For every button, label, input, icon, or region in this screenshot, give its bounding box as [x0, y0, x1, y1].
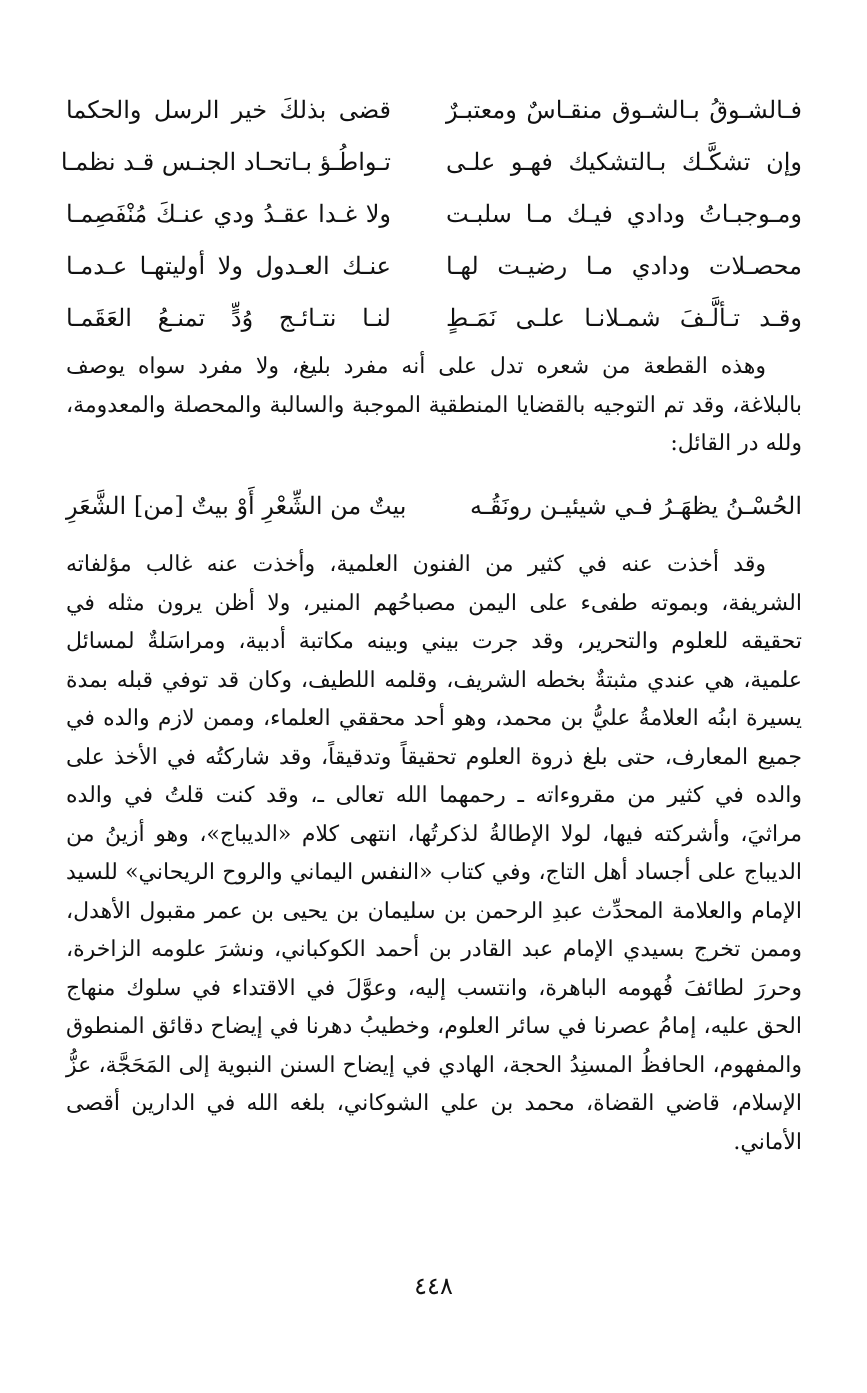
verse-second-hemistich: تـواطُـؤ بـاتحـاد الجنـس قـد نظمـا: [60, 148, 391, 176]
verse-first-hemistich: محصـلات ودادي مـا رضيـت لهـا: [446, 252, 802, 280]
commentary-paragraph-text: وهذه القطعة من شعره تدل على أنه مفرد بليغ، ولا مفرد سواه يوصف بالبلاغة، وقد تم التوجيه بالقضايا المنطقية الموجبة والسالبة والمحصلة والمعدومة، ولله در القائل:: [66, 354, 802, 456]
verse-first-hemistich: وإن تشكَّـك بـالتشكيك فهـو علـى: [446, 148, 802, 176]
biography-paragraph: [66, 546, 802, 1162]
verse-line: [66, 196, 802, 248]
verse-second-hemistich: ولا غـدا عقـدُ ودي عنـكَ مُنْفَصِمـا: [66, 200, 391, 228]
verse-second-hemistich: لنـا نتـائـج وُدٍّ تمنـعُ العَقَمـا: [66, 304, 391, 332]
verse-second-hemistich: قضى بذلكَ خير الرسل والحكما: [66, 96, 391, 124]
verse-first-hemistich: وقـد تـألَّـفَ شمـلانـا علـى نَمَـطٍ: [446, 304, 802, 332]
commentary-paragraph: [66, 348, 802, 464]
verse-line: [66, 92, 802, 144]
verse-second-hemistich: عنـك العـدول ولا أوليتهـا عـدمـا: [66, 252, 391, 280]
page-number: ٤٤٨: [414, 1272, 453, 1300]
verse-line: [66, 300, 802, 352]
verse-first-hemistich: ومـوجبـاتُ ودادي فيـك مـا سلبـت: [446, 200, 802, 228]
quoted-verse-first-hemistich: الحُسْـنُ يظهَـرُ فـي شيئيـن رونَقُـه: [470, 492, 802, 520]
quoted-verse-second-hemistich: بيتٌ من الشِّعْرِ أَوْ بيتٌ [من] الشَّعَرِ: [66, 492, 407, 520]
verse-line: [66, 248, 802, 300]
verse-line: [60, 144, 802, 196]
biography-paragraph-text: وقد أخذت عنه في كثير من الفنون العلمية، وأخذت عنه غالب مؤلفاته الشريفة، وبموته طفىء على اليمن مصباحُهم المنير، ولا أظن يرون مثله في تحقيقه للعلوم والتحرير، وقد جرت بيني وبينه مكاتبة أدبية، ومراسَلةٌ لمسائل علمية، هي عندي مثبتةٌ بخطه الشريف، وقلمه اللطيف، وكان قد توفي قبله بمدة يسيرة ابنُه العلامةُ عليُّ بن محمد، وهو أحد محققي العلماء، وممن لازم والده في جميع المعارف، حتى بلغ ذروة العلوم تحقيقاً وتدقيقاً، وقد شاركتُه في الأخذ على والده في كثير من مقروءاته ـ رحمهما الله تعالى ـ، وقد كنت قلتُ في والده مراثيَ، وأشركته فيها، لولا الإطالةُ لذكرتُها، انتهى كلام «الديباج»، وهو أزينُ من الديباج على أجساد أهل التاج، وفي كتاب «النفس اليماني والروح الريحاني» للسيد الإمام والعلامة المحدِّث عبدِ الرحمن بن سليمان بن يحيى بن عمر مقبول الأهدل، وممن تخرج بسيدي الإمام عبد القادر بن أحمد الكوكباني، ونشرَ علومه الزاخرة، وحررَ لطائفَ فُهومه الباهرة، وانتسب إليه، وعوَّلَ في الاقتداء في سلوك منهاج الحق عليه، إمامُ عصرنا في سائر العلوم، وخطيبُ دهرنا في إيضاح دقائق المنطوق والمفهوم، الحافظُ المسنِدُ الحجة، الهادي في إيضاح السنن النبوية إلى المَحَجَّة، عزُّ الإسلام، قاضي القضاة، محمد بن علي الشوكاني، بلغه الله في الدارين أقصى الأماني.: [66, 552, 802, 1155]
verse-first-hemistich: فـالشـوقُ بـالشـوق منقـاسٌ ومعتبـرٌ: [446, 96, 802, 124]
quoted-verse: [66, 488, 802, 524]
poem-verses: [60, 92, 802, 352]
